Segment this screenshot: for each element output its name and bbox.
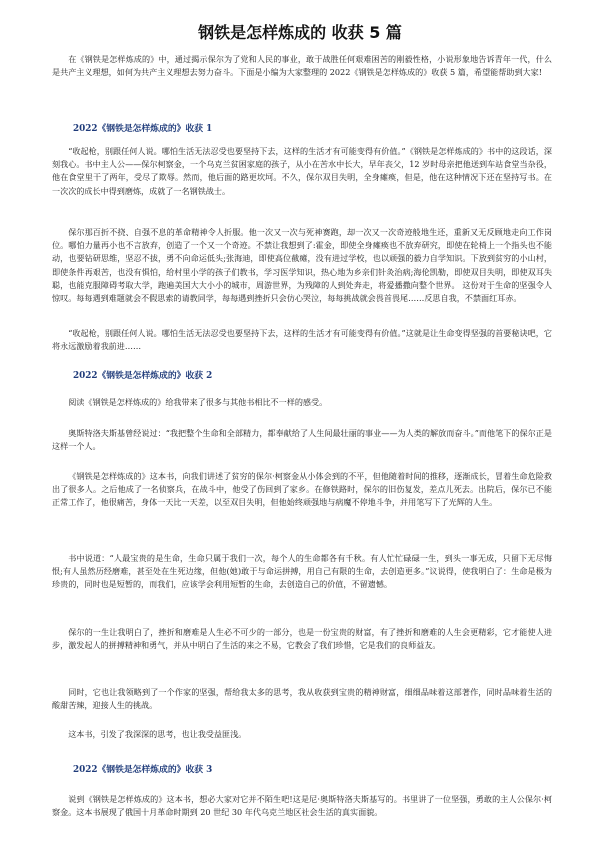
section-2-paragraph-4: 书中说道：“人最宝贵的是生命，生命只属于我们一次，每个人的生命都各有千秋。有人忙忙碌碌一生，到头一事无成，只留下无尽悔恨;有人虽然历经磨难，甚至处在生死边缘，但他(她)敢于与命运拼搏，用自己有限的生命，去创造更多。”议说得，使我明白了：生命是极为珍贵的，同时也是短暂的，而我们，应该学会利用短暂的生命，去创造自己的价值，不留遗憾。 (52, 553, 552, 590)
section-2-paragraph-1: 阅读《钢铁是怎样炼成的》给我带来了很多与其他书相比不一样的感受。 (68, 397, 328, 407)
section-2-paragraph-7: 这本书，引发了我深深的思考，也让我受益匪浅。 (68, 729, 247, 739)
section-heading-2: 2022《钢铁是怎样炼成的》收获 2 (73, 371, 213, 381)
section-heading-1: 2022《钢铁是怎样炼成的》收获 1 (73, 124, 213, 134)
section-2-paragraph-5: 保尔的一生让我明白了，挫折和磨难是人生必不可少的一部分，也是一份宝贵的财富，有了挫折和磨难的人生会更精彩，它才能使人进步，激发起人的拼搏精神和勇气，并从中明白了生活的来之不易，它教会了我们珍惜，它是我们的良师益友。 (52, 627, 552, 651)
section-1-paragraph-2: 保尔那百折不挠、自强不息的革命精神令人折服。他一次又一次与死神赛跑，却一次又一次奇迹般地生还，重新又无反顾地走向工作岗位。哪怕力量再小也不言放弃，创造了一个又一个奇迹。不禁让我想到了:霍金，即使全身瘫痪也不放弃研究，即使在轮椅上一个指头也不能动，也要钻研思维，坚忍不拔，勇不向命运低头;张海迪，即使高位截瘫，没有进过学校，也以顽强的毅力自学知识。下放到贫穷的小山村，即使条件再艰苦，也没有惧怕，给村里小学的孩子们教书，学习医学知识，热心地为乡亲们针灸治病;海伦凯勒，即使双目失明，即使双耳失聪，也能克服障碍考取大学，跑遍美国大大小小的城市，周游世界，为残障的人到处奔走，将爱播撒向整个世界。 这份对于生命的坚强令人惊叹。每每遇到难题就会不假思索的请教同学，每每遇到挫折只会仿心哭泣，每每挑战就会畏首畏尾……反思自我，不禁面红耳赤。 (52, 227, 552, 304)
section-3-paragraph-1: 说到《钢铁是怎样炼成的》这本书，想必大家对它并不陌生吧!这是尼·奥斯特洛夫斯基写的。书里讲了一位坚强，勇敢的主人公保尔·柯察金。这本书展现了俄国十月革命时期到 20 世纪 30 年代乌克兰地区社会生活的真实面貌。 (52, 794, 552, 818)
section-2-paragraph-2: 奥斯特洛夫斯基曾经说过：“我把整个生命和全部精力，都奉献给了人生间最壮丽的事业——为人类的解放而奋斗。”而他笔下的保尔正是这样一个人。 (52, 428, 552, 452)
section-2-paragraph-3: 《钢铁是怎样炼成的》这本书，向我们讲述了贫穷的保尔·柯察金从小体会到的不平，但他随着时间的推移，逐渐成长，冒着生命危险救出了很多人。之后他成了一名侦察兵，在战斗中，他受了伤回到了家乡。在修铁路时，保尔的旧伤复发，差点儿死去。出院后，保尔已不能正常工作了，他很痛苦，身体一天比一天差，以至双目失明，但他始终顽强地与病魔不停地斗争，并用笔写下了光辉的人生。 (52, 471, 552, 508)
section-1-paragraph-3: “收起枪，别跟任何人说。哪怕生活无法忍受也要坚持下去，这样的生活才有可能变得有价值。”这就是让生命变得坚强的首要秘诀吧，它将永远激励着我前进…… (52, 328, 552, 352)
section-heading-3: 2022《钢铁是怎样炼成的》收获 3 (73, 765, 213, 775)
section-2-paragraph-6: 同时，它也让我领略到了一个作家的坚强，帮给我太多的思考，我从收获到宝贵的精神财富，细细品味着这部著作，同时品味着生活的酸甜苦辣，迎接人生的挑战。 (52, 687, 552, 711)
intro-paragraph: 在《钢铁是怎样炼成的》中，通过揭示保尔为了党和人民的事业，敢于战胜任何艰难困苦的刚毅性格，小说形象地告诉青年一代，什么是共产主义理想，如何为共产主义理想去努力奋斗。下面是小编为大家整理的 2022《钢铁是怎样炼成的》收获 5 篇，希望能帮助到大家! (52, 54, 552, 78)
section-1-paragraph-1: “收起枪，别跟任何人说。哪怕生活无法忍受也要坚持下去，这样的生活才有可能变得有价值。”《钢铁是怎样炼成的》书中的这段话，深刻我心。书中主人公——保尔柯察金，一个乌克兰贫困家庭的孩子，从小在苦水中长大，早年丧父，12 岁时母亲把他送到车站食堂当杂役，他在食堂里干了两年，受尽了欺辱。然而，他后面的路更坎坷。不久，保尔双目失明，全身瘫痪，但是，他在这种情况下还在坚持写书。在一次次的成长中得到磨炼，成就了一名钢铁战士。 (52, 146, 552, 196)
page-title: 钢铁是怎样炼成的 收获 5 篇 (198, 23, 402, 42)
